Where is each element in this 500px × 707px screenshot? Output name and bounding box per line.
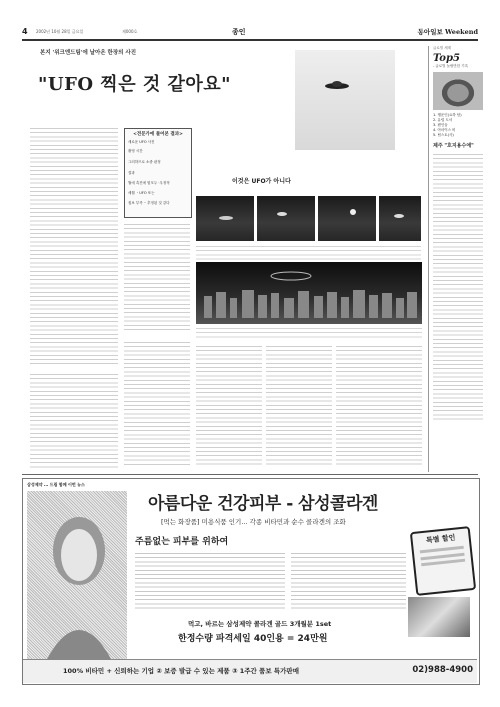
top5-item: 2. 유럽 도서 <box>433 118 453 122</box>
feature-title: 제주 "호지용수에" <box>433 143 474 149</box>
top5-item: 3. 팬인들 <box>433 123 448 127</box>
ad-footer-bar <box>23 659 477 683</box>
ufo-photo-1 <box>196 196 254 241</box>
top5-item: 1. 행운인(요하 탐) <box>433 113 462 117</box>
page-number: 4 <box>22 27 28 36</box>
badge-text: 특별 할인 <box>425 533 456 545</box>
ad-subline: [먹는 화장품] 미용식품 인기... 각종 비타민과 순수 콜라겐의 조화 <box>161 518 346 526</box>
body-text-col1 <box>30 126 118 366</box>
article-headline: "UFO 찍은 것 같아요" <box>38 74 232 95</box>
right-column <box>428 46 483 472</box>
ad-headline: 아름다운 건강피부 - 삼성콜라겐 <box>148 494 378 514</box>
collagen-ad <box>22 478 480 685</box>
night-city-photo <box>196 262 422 324</box>
city-photo-caption <box>196 326 422 340</box>
article-kicker: 본지 '위크엔드팀'에 날아온 한장의 사진 <box>40 50 137 56</box>
right-body-text <box>433 152 483 420</box>
ad-product-line: 먹고, 바르는 삼성제약 콜라겐 골드 3개월분 1set <box>188 620 332 628</box>
ad-separator <box>22 474 478 475</box>
model-silhouette <box>27 491 127 659</box>
ad-footer-text: 100% 비타민 + 신뢰하는 기업 ② 보증 발급 수 있는 제품 ③ 1주간 품보 특가판매 <box>63 667 299 675</box>
sidebar-item: 새로운 UFO 사진 <box>128 140 155 144</box>
top5-item: 4. 아마이스 비 <box>433 128 456 132</box>
sidebar-item: 그러하므로 소중 판정 <box>128 160 161 164</box>
ad-model-photo <box>27 491 127 659</box>
product-box-photo <box>408 597 470 637</box>
sidebar-item: 월에 촉진에 힘모두 ·우정적 <box>128 181 170 185</box>
sidebar-item: 결과 <box>128 171 135 175</box>
body-text-col3 <box>124 340 190 468</box>
ufo-photo-4 <box>379 196 421 241</box>
header-date: 2002년 10월 28일 금요일 <box>36 29 84 34</box>
ad-body-text-2 <box>291 551 406 611</box>
sidebar-title: <전문가에 물어본 결과> <box>133 132 183 137</box>
top5-logo: Top5 <box>433 53 460 64</box>
top5-item: 5. 팀스토(사) <box>433 133 454 137</box>
sidebar-item: 집보 부족 ·· 추정된 것 같다 <box>128 201 170 205</box>
ad-brand-label: 삼성제약 ... 드림 함께 이번 뉴스 <box>27 482 85 487</box>
ad-phone: 02)988-4900 <box>412 665 473 675</box>
section-name: 종인 <box>232 28 246 36</box>
header-issue: 제000호 <box>122 29 138 34</box>
body-text-col4 <box>196 344 262 468</box>
brand-logo: 동아일보 Weekend <box>417 28 478 36</box>
body-text-col6 <box>336 344 422 468</box>
header-rule <box>22 39 478 41</box>
ad-price-line: 한정수량 파격세일 40인용 = 24만원 <box>178 634 328 644</box>
right-column-label: 글로벌 세계 <box>433 46 452 50</box>
ad-body-text <box>135 551 285 611</box>
ufo-photo-2 <box>257 196 315 241</box>
body-text-col5 <box>266 344 332 468</box>
crater-lake-photo <box>433 72 483 110</box>
ad-sub-headline: 주름없는 피부를 위하여 <box>135 537 229 547</box>
top5-subtitle: - 글로벌 놀랄만한 기록 <box>433 64 469 68</box>
special-badge <box>410 526 476 596</box>
city-skyline <box>196 262 422 324</box>
body-text-col2 <box>124 222 190 332</box>
top-photo-caption <box>315 96 415 151</box>
expert-sidebar <box>124 128 192 218</box>
photo-captions <box>196 244 421 262</box>
ufo-photo-3 <box>318 196 376 241</box>
sidebar-item: 촬영 시간 <box>128 149 143 153</box>
photo-strip-title: 이것은 UFO가 아니다 <box>232 178 291 185</box>
sidebar-item: 세월 ㆍUFO 또는 <box>128 191 155 195</box>
body-text-col1b <box>30 372 118 468</box>
page-header <box>22 26 478 38</box>
